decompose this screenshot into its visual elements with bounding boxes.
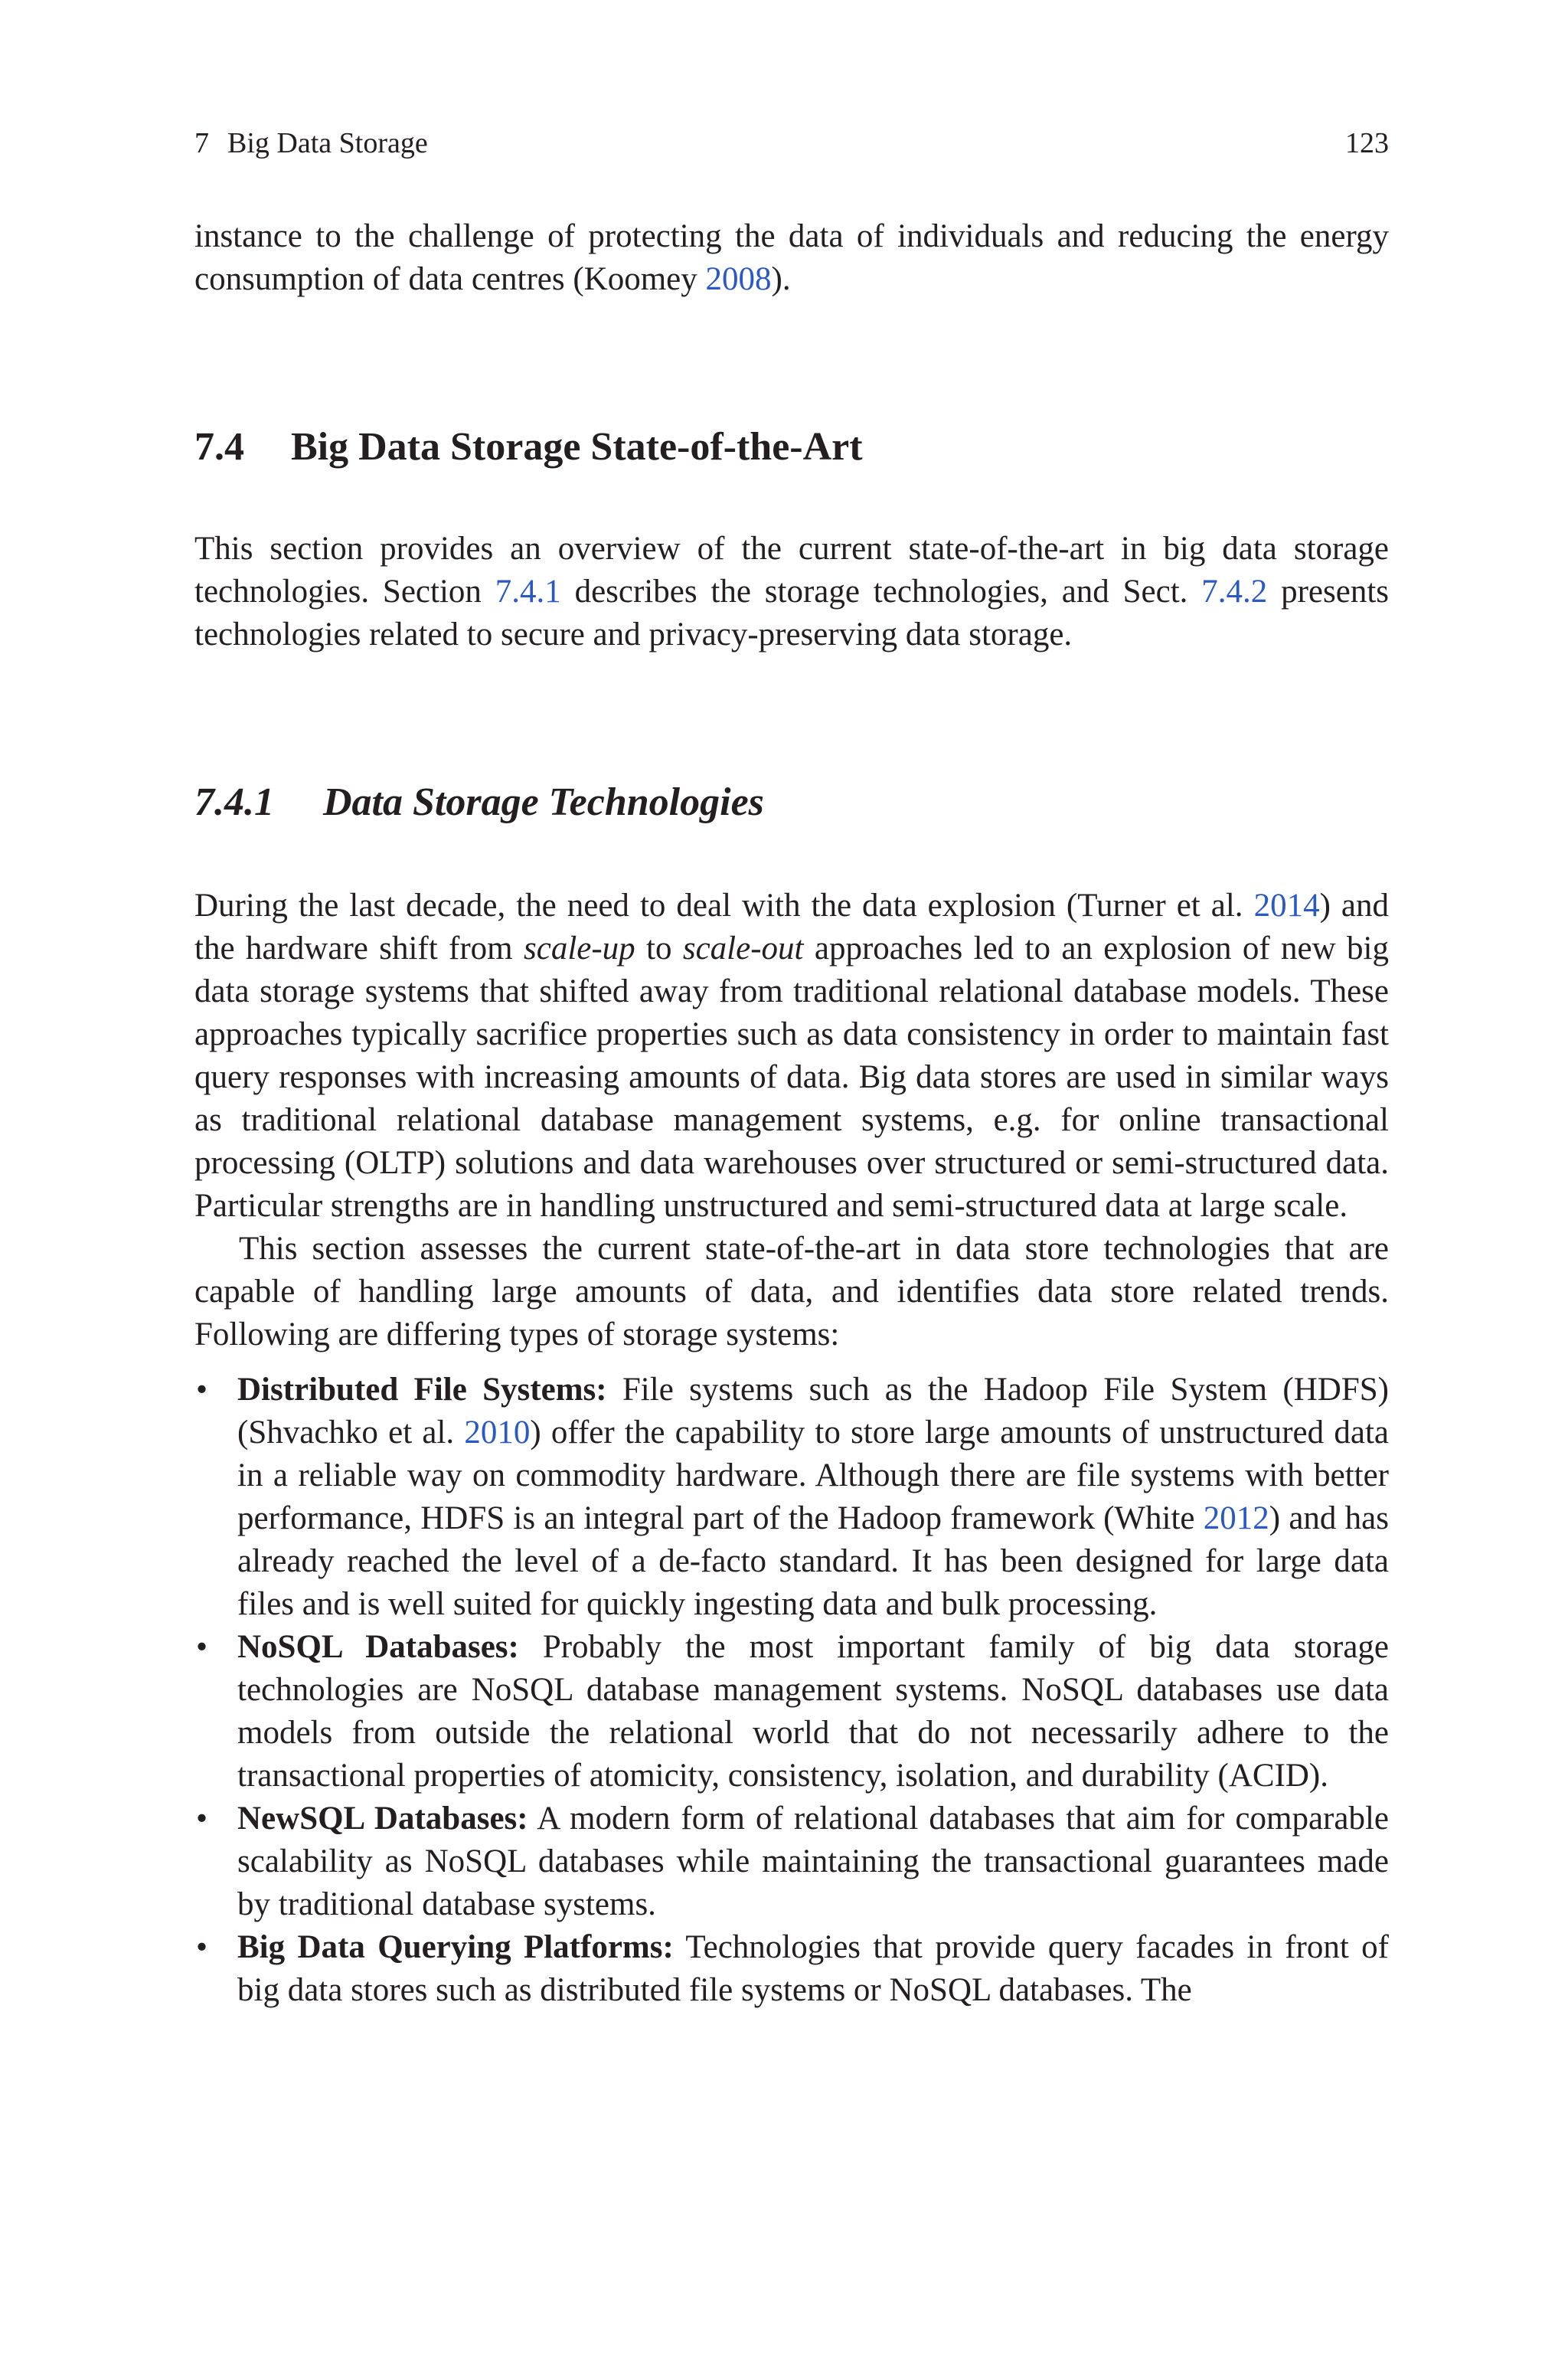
list-item	[194, 1797, 1389, 1926]
paragraph-text: ) and the hardware shift from	[194, 888, 1389, 967]
list-item	[194, 1626, 1389, 1797]
running-head-left	[194, 124, 428, 162]
subsection-heading-7-4-1	[194, 778, 764, 827]
list-text: File systems such as the Hadoop File System (HDFS) (Shvachko et al.	[237, 1372, 1389, 1451]
term-scale-out: scale-out	[682, 931, 804, 967]
list-text: Probably the most important family of big data storage technologies are NoSQL database management systems. NoSQL databases use data models from outside the relational world that do not necessarily adhere to the transactional properties of atomicity, consistency, isolation, and durability (ACID).	[237, 1629, 1389, 1794]
intro-text-b: ).	[771, 261, 791, 297]
subsection-number: 7.4.1	[194, 780, 274, 824]
bullet-glyph: •	[196, 1372, 208, 1408]
subsection-title: Data Storage Technologies	[323, 780, 764, 824]
list-term: NoSQL Databases:	[237, 1629, 519, 1665]
citation-link-turner[interactable]: 2014	[1253, 888, 1320, 924]
bullet-glyph: •	[196, 1629, 208, 1665]
section-number: 7.4	[194, 425, 244, 469]
citation-link-shvachko[interactable]: 2010	[464, 1415, 531, 1451]
list-term: NewSQL Databases:	[237, 1801, 528, 1837]
paragraph-text: This section provides an overview of the current state-of-the-art in big data storage technologies. Section	[194, 531, 1389, 610]
citation-link-white[interactable]: 2012	[1203, 1500, 1269, 1536]
list-text: ) offer the capability to store large amounts of unstructured data in a reliable way on commodity hardware. Although there are file systems with better performance, HDFS is an integral part of the Hadoop framework (White	[237, 1415, 1389, 1536]
citation-link-koomey[interactable]: 2008	[705, 261, 772, 297]
intro-paragraph	[194, 215, 1389, 301]
list-text: ) and has already reached the level of a de-facto standard. It has been designed for large data files and is well suited for quickly ingesting data and bulk processing.	[237, 1500, 1389, 1622]
subsection-7-4-1-body	[194, 885, 1389, 2012]
running-head	[194, 124, 1389, 162]
body-paragraph-1	[194, 885, 1389, 1228]
paragraph-text: approaches led to an explosion of new big data storage systems that shifted away from traditional relational database models. These approaches typically sacrifice properties such as data consistency in order to maintain fast query responses with increasing amounts of data. Big data stores are used in similar ways as traditional relational database management systems, e.g. for online transactional processing (OLTP) solutions and data warehouses over structured or semi-structured data. Particular strengths are in handling unstructured and semi-structured data at large scale.	[194, 931, 1390, 1224]
section-heading-7-4	[194, 423, 863, 472]
list-item	[194, 1369, 1389, 1626]
bullet-glyph: •	[196, 1801, 208, 1837]
paragraph-text: During the last decade, the need to deal with the data explosion (Turner et al.	[194, 888, 1254, 924]
paragraph-text: describes the storage technologies, and Sect.	[560, 574, 1202, 610]
section-7-4-paragraph	[194, 528, 1389, 656]
intro-text-a: instance to the challenge of protecting the data of individuals and reducing the energy consumption of data centres (Koomey	[194, 218, 1389, 297]
section-link-7-4-1[interactable]: 7.4.1	[495, 574, 561, 610]
section-title: Big Data Storage State-of-the-Art	[291, 425, 863, 469]
list-text: A modern form of relational databases that aim for comparable scalability as NoSQL databases while maintaining the transactional guarantees made by traditional database systems.	[237, 1801, 1389, 1922]
list-term: Distributed File Systems:	[237, 1372, 607, 1408]
section-link-7-4-2[interactable]: 7.4.2	[1201, 574, 1268, 610]
paragraph-text: presents technologies related to secure and privacy-preserving data storage.	[194, 574, 1390, 653]
list-text: Technologies that provide query facades in front of big data stores such as distributed file systems or NoSQL databases. The	[237, 1929, 1389, 2008]
body-paragraph-2: This section assesses the current state-of-the-art in data store technologies that are capable of handling large amounts of data, and identifies data store related trends. Following are differing types of storage systems:	[194, 1231, 1389, 1353]
term-scale-up: scale-up	[524, 931, 635, 967]
storage-types-list	[194, 1369, 1389, 2012]
paragraph-text: to	[635, 931, 683, 967]
list-item	[194, 1926, 1389, 2012]
chapter-title: Big Data Storage	[227, 127, 428, 159]
bullet-glyph: •	[196, 1929, 208, 1965]
chapter-number: 7	[194, 127, 209, 159]
list-term: Big Data Querying Platforms:	[237, 1929, 674, 1965]
page-number: 123	[1345, 127, 1389, 159]
